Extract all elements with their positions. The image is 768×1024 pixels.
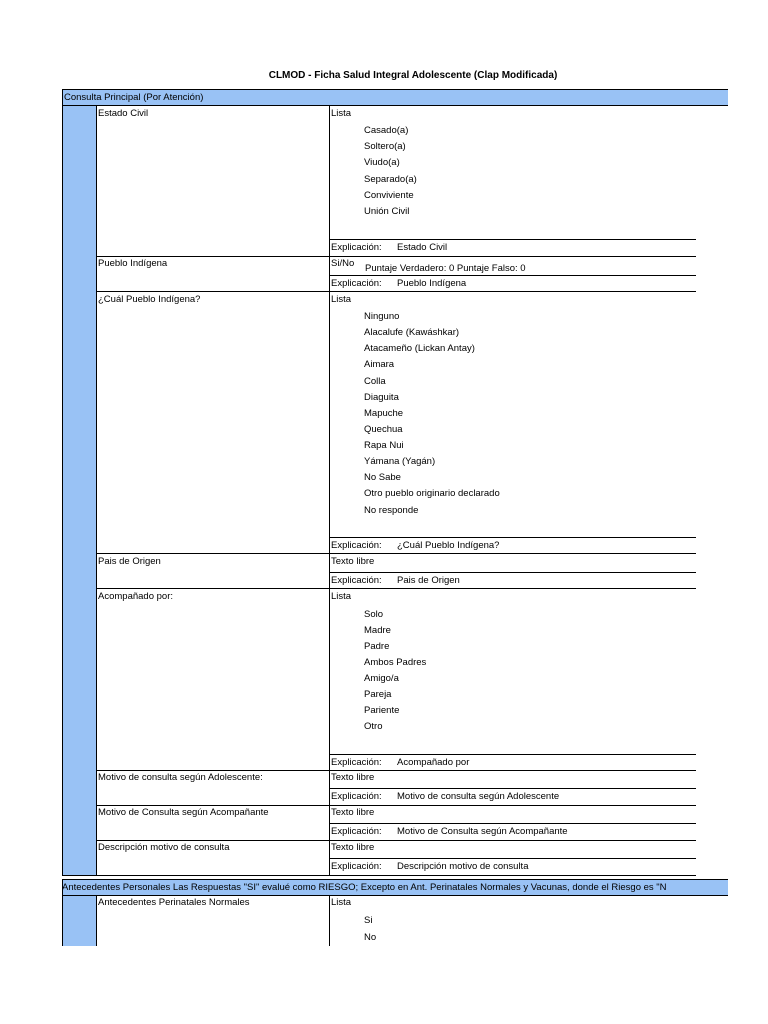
explanation-value: Pueblo Indígena (397, 278, 467, 289)
field-label-antecedentes-perinatales: Antecedentes Perinatales Normales (98, 897, 250, 908)
option: Pariente (364, 705, 400, 716)
option: Madre (364, 625, 391, 636)
option: Amigo/a (364, 673, 399, 684)
explanation-label: Explicación: (331, 540, 382, 551)
option: Solo (364, 609, 384, 620)
option: Quechua (364, 424, 403, 435)
field-type: Texto libre (331, 772, 375, 783)
option: Unión Civil (364, 206, 410, 217)
explanation-label: Explicación: (331, 791, 382, 802)
field-label-pueblo-indigena: Pueblo Indígena (98, 258, 168, 269)
section-header-consulta-principal: Consulta Principal (Por Atención) (64, 92, 204, 103)
explanation-label: Explicación: (331, 242, 382, 253)
option: Atacameño (Lickan Antay) (364, 343, 475, 354)
explanation-value: Pais de Origen (397, 575, 460, 586)
score-text: Puntaje Verdadero: 0 Puntaje Falso: 0 (365, 263, 526, 274)
field-label-cual-pueblo: ¿Cuál Pueblo Indígena? (98, 294, 201, 305)
option: Aimara (364, 359, 395, 370)
explanation-value: Motivo de consulta según Adolescente (397, 791, 560, 802)
option: Alacalufe (Kawáshkar) (364, 327, 460, 338)
field-label-estado-civil: Estado Civil (98, 108, 149, 119)
option: Colla (364, 376, 386, 387)
option: Soltero(a) (364, 141, 406, 152)
option: No Sabe (364, 472, 401, 483)
option: Otro (364, 721, 383, 732)
section-indent-strip (62, 896, 96, 946)
option: Rapa Nui (364, 440, 404, 451)
option: Otro pueblo originario declarado (364, 488, 500, 499)
option: Diaguita (364, 392, 399, 403)
option: No responde (364, 505, 419, 516)
explanation-label: Explicación: (331, 575, 382, 586)
explanation-value: ¿Cuál Pueblo Indígena? (397, 540, 500, 551)
section-indent-strip (62, 106, 96, 875)
field-label-pais-origen: Pais de Origen (98, 556, 161, 567)
option: Pareja (364, 689, 392, 700)
option: Viudo(a) (364, 157, 400, 168)
field-label-motivo-acompanante: Motivo de Consulta según Acompañante (98, 807, 269, 818)
explanation-value: Descripción motivo de consulta (397, 861, 529, 872)
field-type: Lista (331, 897, 352, 908)
option: Separado(a) (364, 174, 417, 185)
option: Casado(a) (364, 125, 409, 136)
option: Ambos Padres (364, 657, 427, 668)
page-title: CLMOD - Ficha Salud Integral Adolescente (Clap Modificada) (268, 70, 558, 81)
field-type: Lista (331, 108, 352, 119)
field-type: Texto libre (331, 556, 375, 567)
field-type: Texto libre (331, 807, 375, 818)
option: Padre (364, 641, 390, 652)
field-label-motivo-adolescente: Motivo de consulta según Adolescente: (98, 772, 263, 783)
field-type: Texto libre (331, 842, 375, 853)
explanation-value: Acompañado por (397, 757, 470, 768)
explanation-label: Explicación: (331, 278, 382, 289)
explanation-value: Estado Civil (397, 242, 448, 253)
option: Mapuche (364, 408, 404, 419)
explanation-label: Explicación: (331, 861, 382, 872)
option: Ninguno (364, 311, 400, 322)
option: Yámana (Yagán) (364, 456, 436, 467)
field-label-descripcion-motivo: Descripción motivo de consulta (98, 842, 230, 853)
field-type: Lista (331, 591, 352, 602)
option: No (364, 932, 377, 943)
explanation-value: Motivo de Consulta según Acompañante (397, 826, 568, 837)
explanation-label: Explicación: (331, 757, 382, 768)
option: Si (364, 915, 373, 926)
section-header-antecedentes-personales: Antecedentes Personales Las Respuestas "SI" evalué como RIESGO; Excepto en Ant. Perinatales Normales y Vacunas, donde el Riesgo es "N (62, 882, 667, 893)
field-type: Si/No (331, 258, 355, 269)
field-type: Lista (331, 294, 352, 305)
option: Conviviente (364, 190, 414, 201)
explanation-label: Explicación: (331, 826, 382, 837)
field-label-acompanado-por: Acompañado por: (98, 591, 173, 602)
